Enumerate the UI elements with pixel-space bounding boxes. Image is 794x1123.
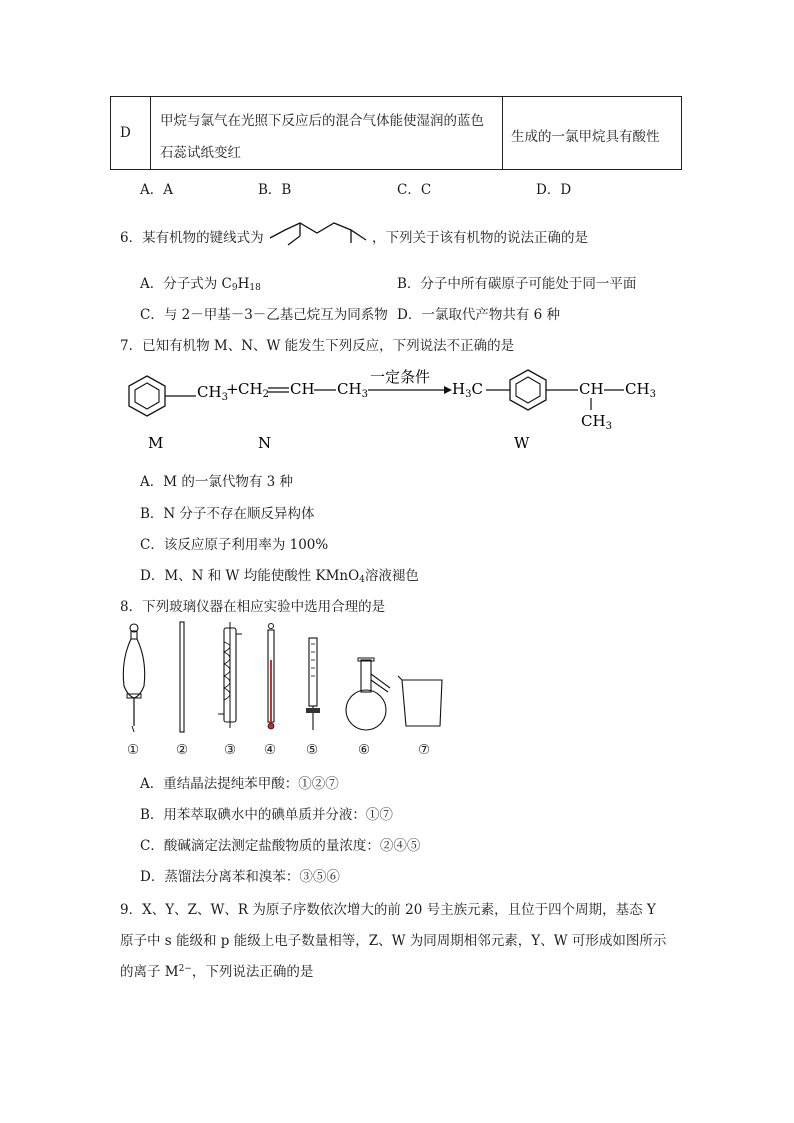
q7-stem: 7．已知有机物 M、N、W 能发生下列反应，下列说法不正确的是 <box>120 338 515 354</box>
number-6: ⑥ <box>358 742 371 758</box>
number-4: ④ <box>264 742 277 758</box>
q6-option-a-text: A．分子式为 C <box>140 276 232 292</box>
q7-option-d-sub: 4 <box>359 575 365 585</box>
separatory-funnel-icon <box>123 624 144 732</box>
q8-option-b: B．用苯萃取碘水中的碘单质并分液：①⑦ <box>140 807 393 823</box>
distillation-flask-icon <box>346 658 390 730</box>
q6-option-d: D．一氯取代产物共有 6 种 <box>397 307 560 323</box>
n-ch2: $CH_2$ <box>238 380 269 400</box>
number-7: ⑦ <box>418 742 431 758</box>
q7-option-c: C．该反应原子利用率为 100% <box>140 537 329 553</box>
q6-stem-start: 6．某有机物的键线式为 <box>120 230 264 246</box>
n-ch: CH <box>290 380 315 398</box>
statement-line-2: 石蕊试纸变红 <box>160 145 241 161</box>
w-benzene-ring <box>510 370 546 410</box>
label-n: N <box>258 434 272 452</box>
skeletal-ethyl-end <box>288 236 300 245</box>
m-benzene-inner <box>135 383 159 409</box>
q5-option-d: D．D <box>536 182 572 198</box>
glass-rod-icon <box>180 622 184 732</box>
q6-option-c: C．与 2－甲基－3－乙基己烷互为同系物 <box>140 307 388 323</box>
q9-line-3-text: 的离子 M <box>120 964 179 980</box>
q6-stem-end: ，下列关于该有机物的说法正确的是 <box>372 230 588 246</box>
label-w: W <box>514 434 530 452</box>
q6-option-a <box>140 272 261 293</box>
q8-stem: 8．下列玻璃仪器在相应实验中选用合理的是 <box>120 599 386 615</box>
q7-option-d <box>140 564 419 585</box>
m-benzene-ring <box>129 376 165 416</box>
q9-line-2: 原子中 s 能级和 p 能级上电子数量相等，Z、W 为同周期相邻元素，Y、W 可形成如图所示 <box>120 933 667 949</box>
w-h3c: $H_3C$ <box>452 380 483 400</box>
m-methyl: $CH_3$ <box>197 383 228 403</box>
w-ch3-down: $CH_3$ <box>581 412 612 432</box>
w-ch: CH <box>579 380 604 398</box>
q9-line-1: 9．X、Y、Z、W、R 为原子序数依次增大的前 20 号主族元素，且位于四个周期，基态 Y <box>120 902 656 918</box>
q5-option-a: A．A <box>140 182 173 198</box>
q9-ion-charge: 2− <box>178 964 192 974</box>
table-cell-conclusion <box>503 97 681 169</box>
q6-option-a-sub1: 9 <box>231 283 238 293</box>
reaction-equation-figure <box>118 360 678 460</box>
glassware-figure <box>118 620 458 738</box>
beaker-icon <box>398 676 442 726</box>
thermometer-icon <box>268 624 274 730</box>
q7-option-d-text: D．M、N 和 W 均能使酸性 KMnO <box>140 568 360 584</box>
q7-option-a: A．M 的一氯代物有 3 种 <box>140 474 294 490</box>
row-label: D <box>120 125 131 141</box>
plus-sign: + <box>226 380 239 398</box>
q6-option-a-sub2: 18 <box>249 283 261 293</box>
answer-table-row-d <box>110 96 682 170</box>
table-cell-label <box>111 97 151 169</box>
q8-option-a: A．重结晶法提纯苯甲酸：①②⑦ <box>140 776 339 792</box>
n-ch3: $CH_3$ <box>337 380 368 400</box>
q8-option-d: D．蒸馏法分离苯和溴苯：③⑤⑥ <box>140 869 340 885</box>
number-1: ① <box>127 742 140 758</box>
q7-option-b: B．N 分子不存在顺反异构体 <box>140 506 315 522</box>
q6-option-b: B．分子中所有碳原子可能处于同一平面 <box>397 276 637 292</box>
q8-option-c: C．酸碱滴定法测定盐酸物质的量浓度：②④⑤ <box>140 838 421 854</box>
conclusion-text: 生成的一氯甲烷具有酸性 <box>511 129 660 145</box>
number-3: ③ <box>224 742 237 758</box>
w-benzene-inner <box>516 377 540 403</box>
reaction-arrowhead <box>444 386 452 394</box>
number-2: ② <box>176 742 189 758</box>
table-cell-statement <box>151 97 503 169</box>
skeletal-formula-figure <box>266 208 372 250</box>
reaction-condition: 一定条件 <box>370 368 431 386</box>
statement-line-1: 甲烷与氯气在光照下反应后的混合气体能使湿润的蓝色 <box>160 113 484 129</box>
q9-line-3-tail: ，下列说法正确的是 <box>191 964 314 980</box>
w-ch3-right: $CH_3$ <box>625 380 656 400</box>
q5-option-b: B．B <box>258 182 292 198</box>
label-m: M <box>148 434 164 452</box>
q5-option-c: C．C <box>397 182 432 198</box>
q9-line-3 <box>120 960 313 980</box>
condenser-icon <box>218 622 242 728</box>
q7-option-d-tail: 溶液褪色 <box>364 568 419 584</box>
number-5: ⑤ <box>306 742 319 758</box>
q6-option-a-h: H <box>237 276 250 292</box>
burette-icon <box>306 638 320 730</box>
